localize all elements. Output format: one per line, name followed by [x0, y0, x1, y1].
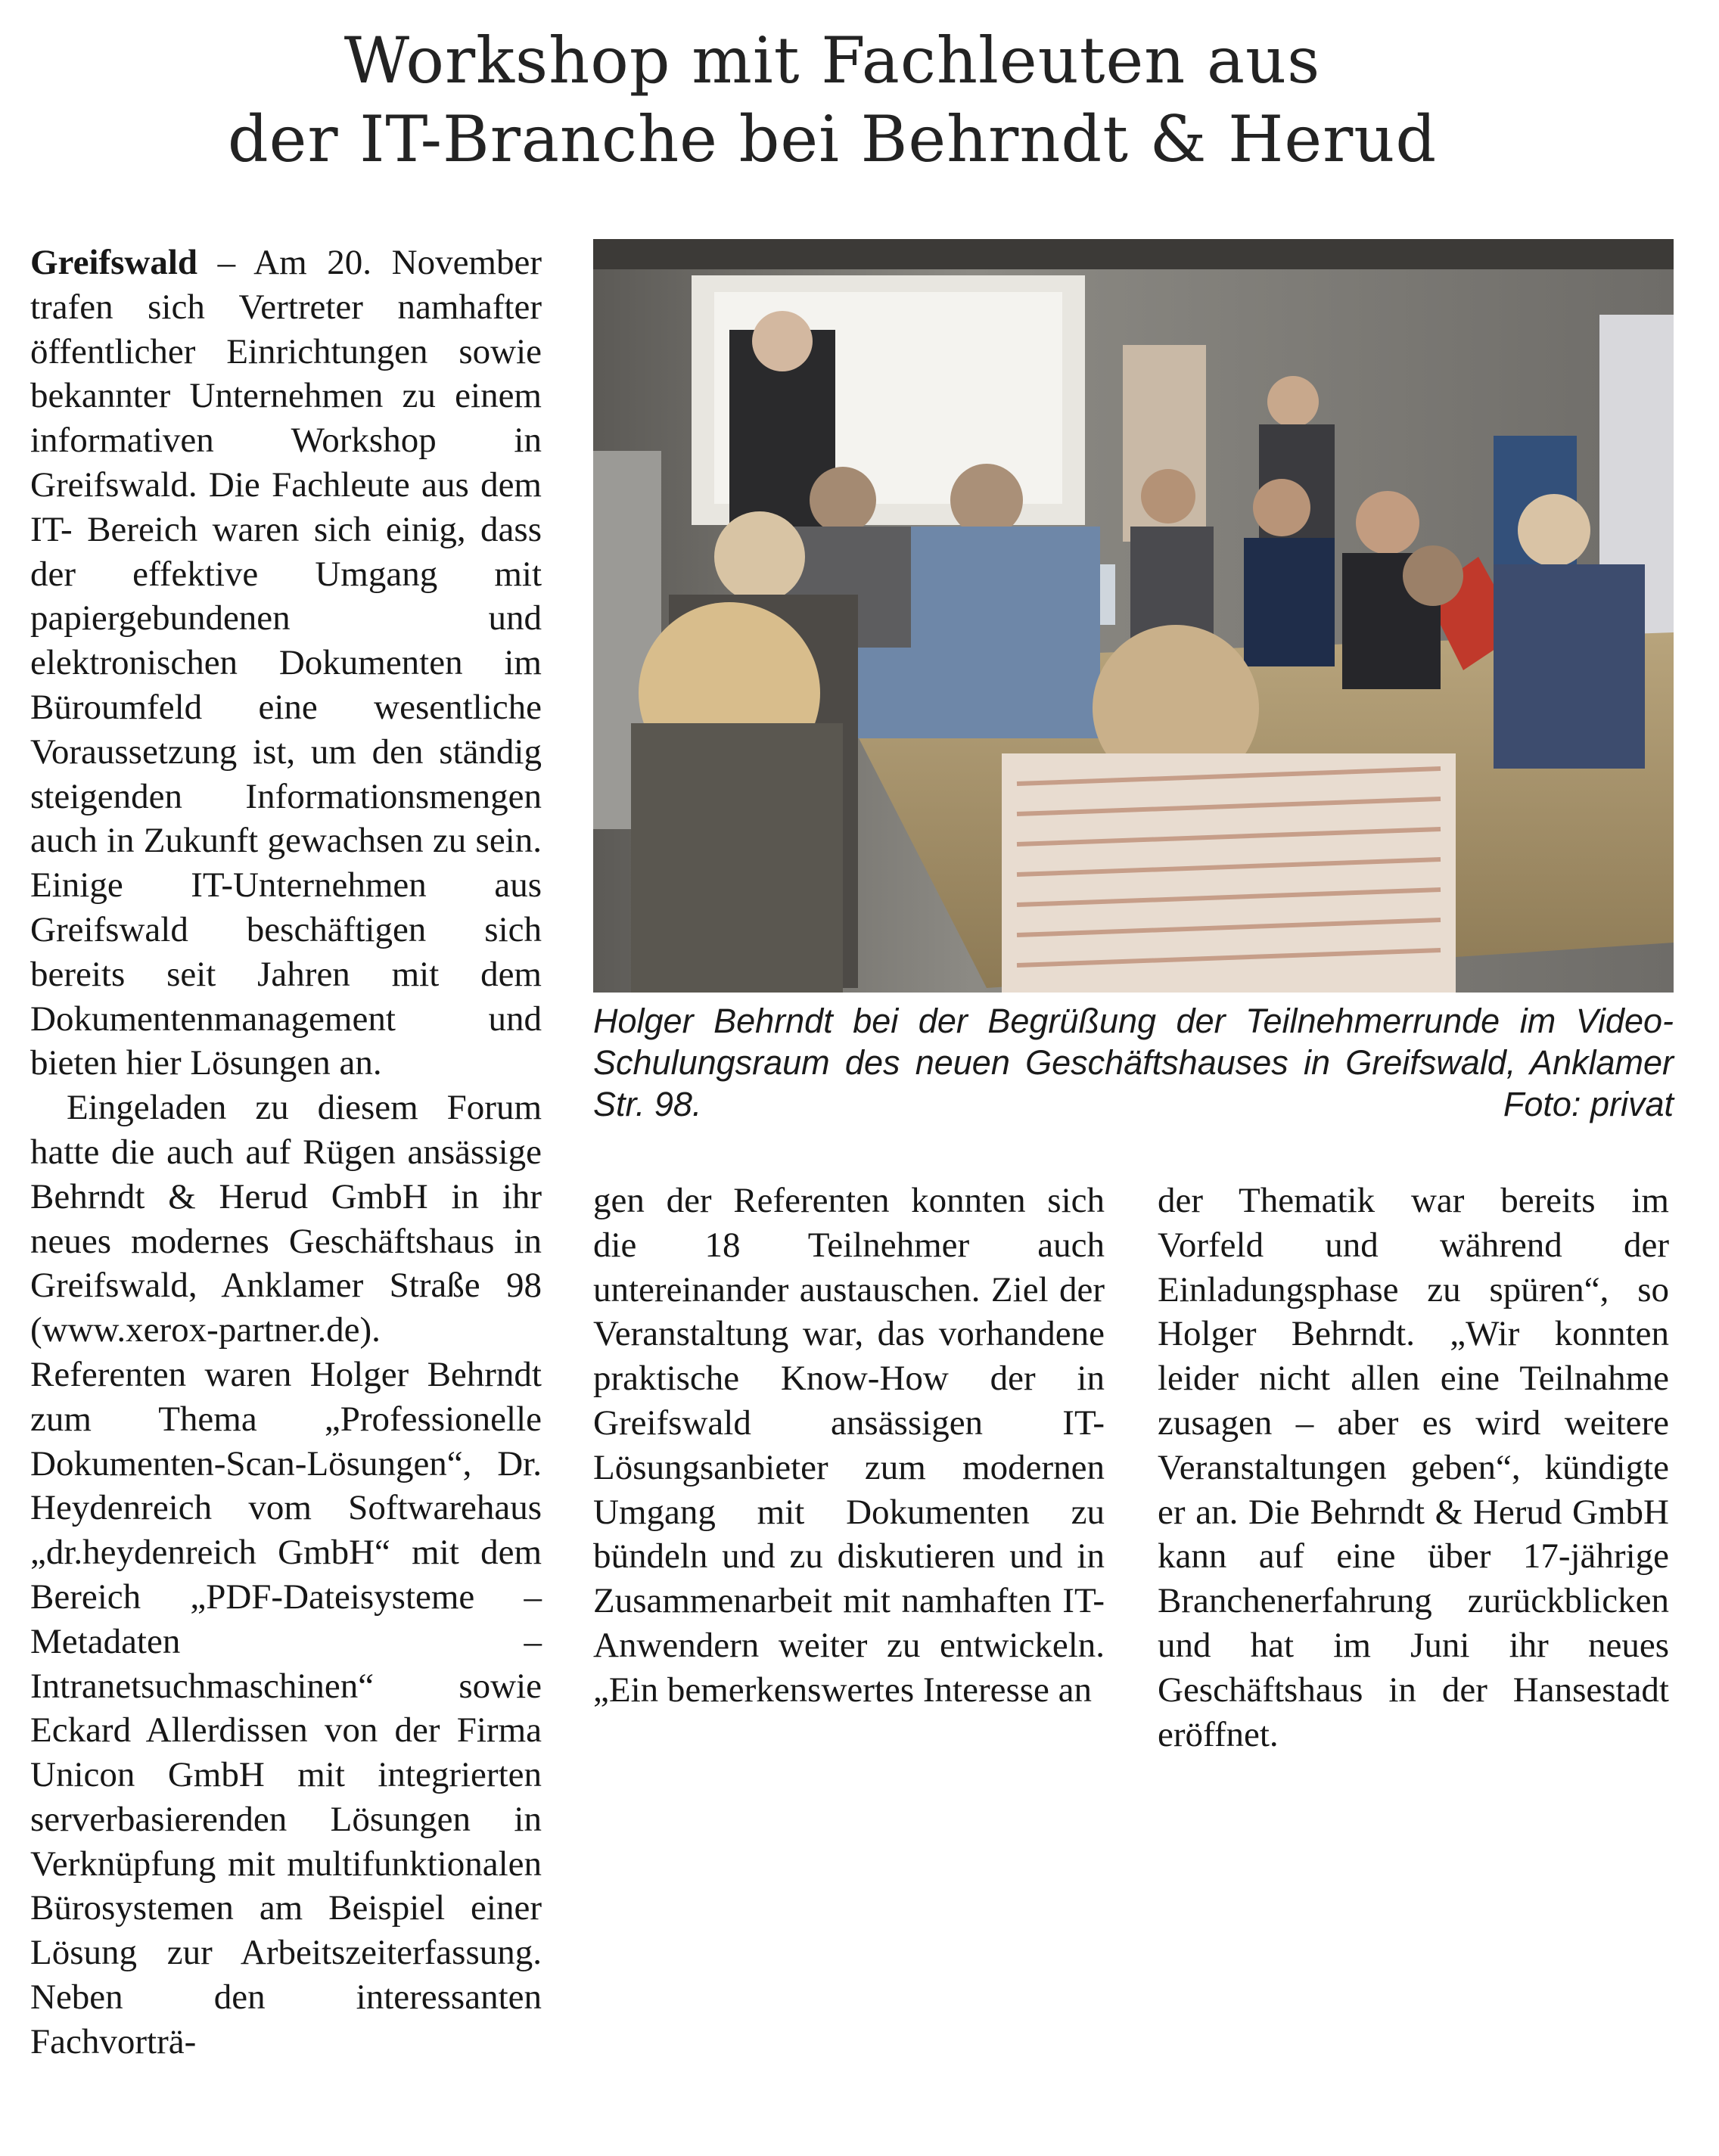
photo-caption: [593, 1000, 1674, 1125]
article-column-2: [593, 1179, 1105, 1713]
photo-illustration: [593, 239, 1674, 993]
photo-credit: Foto: privat: [1503, 1085, 1674, 1123]
article-column-3: [1158, 1179, 1669, 1757]
headline-line-1: Workshop mit Fachleuten aus: [343, 23, 1321, 98]
paragraph-1-text: – Am 20. November trafen sich Vertreter namhafter öffentlicher Einrichtungen sowie bekannter Unternehmen zu einem informativen Workshop in Greifswald. Die Fachleute aus dem IT- Bereich waren sich einig, dass der effektive Umgang mit papiergebundenen und elektronischen Dokumenten im Büroumfeld eine wesentliche Voraussetzung ist, um den ständig steigenden Informationsmengen auch in Zukunft gewachsen zu sein. Einige IT-Unternehmen aus Greifswald beschäftigen sich bereits seit Jahren mit dem Dokumentenmanagement und bieten hier Lösungen an.: [30, 243, 542, 1083]
headline-line-2: der IT-Branche bei Behrndt & Herud: [227, 102, 1438, 176]
article-column-1: [30, 241, 542, 2064]
column-2-text: gen der Referenten konnten sich die 18 Teilnehmer auch untereinander austauschen. Ziel der Veranstaltung war, das vorhandene praktische Know-How der in Greifswald ansässigen IT-Lösungsanbieter zum modernen Umgang mit Dokumenten zu bündeln und zu diskutieren und in Zusammenarbeit mit namhaften IT-Anwendern weiter zu entwickeln. „Ein bemerkenswertes Interesse an: [593, 1181, 1105, 1710]
article-paragraph-2: Eingeladen zu diesem Forum hatte die auch auf Rügen ansässige Behrndt & Herud GmbH in ihr neues modernes Geschäftshaus in Greifswald, Anklamer Straße 98 (www.xerox-partner.de). Referenten waren Holger Behrndt zum Thema „Professionelle Dokumenten-Scan-Lösungen“, Dr. Heydenreich vom Softwarehaus „dr.heydenreich GmbH“ mit dem Bereich „PDF-Dateisysteme – Metadaten – Intranetsuchmaschinen“ sowie Eckard Allerdissen von der Firma Unicon GmbH mit integrierten serverbasierenden Lösungen in Verknüpfung mit multifunktionalen Bürosystemen am Beispiel einer Lösung zur Arbeitszeiterfassung. Neben den interessanten Fachvorträ-: [30, 1088, 542, 2061]
article-paragraph-1: [30, 241, 542, 1086]
article-headline: [76, 21, 1589, 179]
caption-text: Holger Behrndt bei der Begrüßung der Teilnehmerrunde im Video-Schulungsraum des neuen Geschäftshauses in Greifswald, Anklamer Str. 98.: [593, 1002, 1674, 1123]
column-3-text: der Thematik war bereits im Vorfeld und während der Einladungsphase zu spüren“, so Holger Behrndt. „Wir konnten leider nicht allen eine Teilnahme zusagen – aber es wird weitere Veranstaltungen geben“, kündigte er an. Die Behrndt & Herud GmbH kann auf eine über 17-jährige Branchenerfahrung zurückblicken und hat im Juni ihr neues Geschäftshaus in der Hansestadt eröffnet.: [1158, 1181, 1669, 1754]
dateline: Greifswald: [30, 243, 198, 282]
workshop-photo: [593, 239, 1674, 993]
